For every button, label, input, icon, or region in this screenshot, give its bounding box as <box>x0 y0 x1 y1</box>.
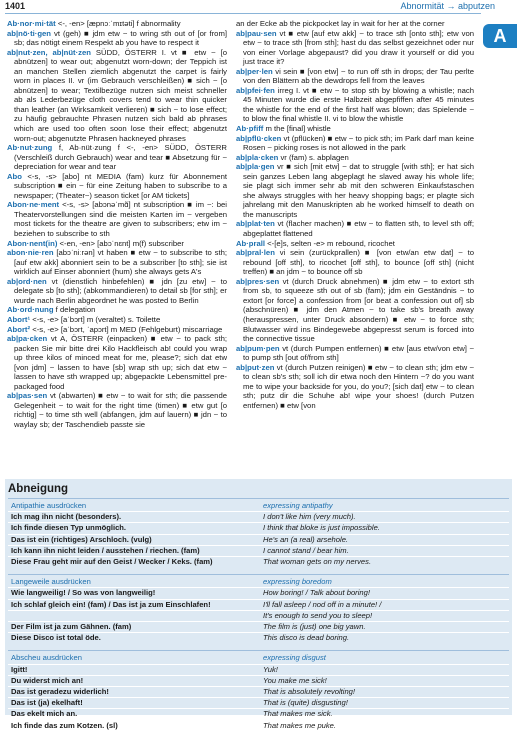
headword: Abo <box>7 171 22 181</box>
dictionary-entry <box>236 248 474 277</box>
phrase-de: Diese Frau geht mir auf den Geist / Wecker / Keks. (fam) <box>11 557 213 566</box>
headword: ab|pau·sen <box>236 28 277 38</box>
entry-text: <-, -en> [æpnɔːˈmɪtəti] f abnormality <box>55 19 181 28</box>
entry-text: m the [final] whistle <box>263 124 331 134</box>
row-divider <box>8 697 509 698</box>
dictionary-entry <box>7 334 227 391</box>
headword: ab|pla·gen <box>236 162 275 172</box>
entry-text: [abɔˈniːrən] vt haben ■ etw ~ to subscribe to sth; [auf etw akk] abonniert sein to be a subscriber [to sth]; sie ist wirklich auf Einser abonniert (hum) she always gets A's <box>14 248 227 277</box>
entry-text: vt (abwarten) ■ etw ~ to wait for sth; die passende Gelegenheit ~ to wait for the right time (timen) ■ etw gut [o richtig] ~ to time sth well (abfangen, jdm auf lauern) ■ jdn ~ to waylay sb; der Taschendieb passte sie <box>14 391 227 429</box>
headword: Ab·nor·mi·tät <box>7 19 56 28</box>
phrase-de: Du widerst mich an! <box>11 675 84 685</box>
entry-text: vt (pflücken) ■ etw ~ to pick sth; im Park darf man keine Rosen ~ picking roses is not allowed in the park <box>243 133 474 153</box>
headword: ab|pas·sen <box>7 391 48 401</box>
entry-text: vt (durch Putzen reinigen) ■ etw ~ to clean sth; jdm etw ~ to clean sb's sth; soll ich dir etwa noch den Hintern ~? do you want me to wipe your backside for you, do you?; [sich dat] etw ~ to clean sth; putz dir die Schuhe ab! wipe your shoes! (durch Putzen entfernen) ■ etw [von <box>243 362 474 410</box>
phrase-en: That makes me puke. <box>263 720 337 730</box>
row-divider <box>8 610 509 611</box>
phrase-de: Der Film ist ja zum Gähnen. (fam) <box>11 621 132 631</box>
entry-text: vi sein ■ [von etw] ~ to run off sth in drops; der Tau perlte von den Blättern ab the dewdrops fell from the leaves <box>243 66 474 86</box>
phrase-en: I don't like him (very much). <box>263 512 356 522</box>
dictionary-entry <box>236 162 474 219</box>
phrase-de: Das ist ein (richtiges) Arschloch. (vulg) <box>11 534 152 544</box>
section-divider <box>8 498 509 499</box>
headword: ab|pral·len <box>236 248 275 258</box>
usage-box-title: Abneigung <box>8 483 69 495</box>
dictionary-entry <box>236 277 474 344</box>
phrase-de: Wie langweilig! / So was von langweilig! <box>11 588 156 598</box>
phrase-de: Das ist (ja) ekelhaft! <box>11 698 83 708</box>
dictionary-entry <box>7 19 227 29</box>
dictionary-entry <box>7 200 227 238</box>
headword: Abort² <box>7 324 31 334</box>
left-column <box>7 19 227 474</box>
section-divider <box>8 574 509 575</box>
dictionary-entry <box>236 67 474 86</box>
dictionary-entry <box>7 239 227 249</box>
entry-text: vt (dienstlich hinbefehlen) ■ jdn [zu etw] ~ to delegate sb [to sth]; (abkommandieren) to detail sb [for sth]; er wurde nach Berlin abgeordnet he was posted to Berlin <box>14 276 227 305</box>
dictionary-entry <box>7 143 227 172</box>
phrase-de: Ich mag ihn nicht (besonders). <box>11 512 122 522</box>
phrase-de: Das ist geradezu widerlich! <box>11 686 109 696</box>
row-divider <box>8 664 509 665</box>
phrase-en: The film is (just) one big yawn. <box>263 621 366 631</box>
entry-text: vt A, ÖSTERR (einpacken) ■ etw ~ to pack sth; packen Sie mir bitte drei Kilo Hackfleisch ab! could you wrap up three kilos of minced meat for me, please?; sich dat etw [von jdm] ~ lassen to have [sb] wrap sth up; sich dat etw ~ lassen to have sth wrapped up; abgepackte Lebensmittel pre-packaged food <box>14 334 227 391</box>
phrase-en: He's an (a real) arsehole. <box>263 534 349 544</box>
dictionary-entry <box>7 391 227 429</box>
entry-text: SÜDD, ÖSTERR I. vt ■ etw ~ [o abnützen] to wear out; abgenutzt worn-down; der Teppich ist an manchen Stellen ziemlich abgenutzt the carpet is fairly worn in places II. vr (im Gebrauch verschleißen) ■ sich ~ [o abnützen] to wear; Textilbezüge nutzen sich meist schneller ab als Lederbezüge cloth covers tend to wear thin quicker than leather (an Wirksamkeit verlieren) ■ sich ~ to lose effect; zu häufig gebrauchte Phrasen nutzen sich bald ab phrases which are used too often soon lose their effect; abgenutzt worn-out; abgenutzte Phrasen hackneyed phrases <box>14 47 227 143</box>
headword: ab|pa·cken <box>7 334 48 344</box>
headword: ab|pum·pen <box>236 343 280 353</box>
dictionary-entry <box>236 363 474 411</box>
headword: Ab·prall <box>236 238 266 248</box>
phrase-de: Ich finde diesen Typ unmöglich. <box>11 523 127 533</box>
phrase-en: Yuk! <box>263 664 278 674</box>
section-heading-de: Langeweile ausdrücken <box>11 577 91 587</box>
dictionary-entry <box>7 305 227 315</box>
headword: ab|pla·cken <box>236 152 279 162</box>
entry-text: <-s, -s> [abɔnəˈmɑ̃] nt subscription ■ im ~: bei Theatervorstellungen sind die meisten Karten im ~ vergeben most tickets for the theatre are given to subscribers; etw im ~ beziehen to subscribe to sth <box>14 200 227 239</box>
header-rule <box>5 13 481 14</box>
entry-text: vi sein (zurückprallen) ■ [von etw/an etw dat] ~ to rebound [off sth], to ricochet [off sth], to bounce [off sth] (nicht treffen) ■ an jdm ~ to bounce off sb <box>243 248 474 277</box>
entry-text: vt (flacher machen) ■ etw ~ to flatten sth, to level sth off; abgeplattet flattened <box>243 219 474 239</box>
phrase-en: I think that bloke is just impossible. <box>263 523 380 533</box>
dictionary-entry <box>236 19 474 29</box>
dictionary-entry <box>236 153 474 163</box>
phrase-de: Ich finde das zum Kotzen. (sl) <box>11 720 118 730</box>
dictionary-entry <box>7 325 227 335</box>
phrase-en: That woman gets on my nerves. <box>263 557 372 566</box>
section-divider <box>8 650 509 651</box>
phrase-de: Das ekelt mich an. <box>11 709 78 719</box>
entry-text: <-en, -en> [abɔˈnɛnt] m(f) subscriber <box>57 238 184 248</box>
headword: ab|pres·sen <box>236 276 280 286</box>
headword: Abort¹ <box>7 314 31 324</box>
entry-text: vt (geh) ■ jdm etw ~ to wring sth out of [or from] sb; das nötigt einem Respekt ab you have to respect it <box>14 28 227 48</box>
headword: ab|per·len <box>236 66 273 76</box>
page-header <box>0 0 517 14</box>
dictionary-entry <box>7 48 227 143</box>
dictionary-entry <box>7 315 227 325</box>
entry-text: irreg I. vt ■ etw ~ to stop sth by blowing a whistle; nach 45 Minuten wurde die erste Halbzeit abgepfiffen after 45 minutes the whistle for the end of the first half was blown; das Spielende ~ to blow the final whistle II. vi to blow the whistle <box>243 85 474 124</box>
phrase-de: Igitt! <box>11 664 28 674</box>
phrase-en: I'll fall asleep / nod off in a minute! / <box>263 599 382 609</box>
phrase-en: How boring! / Talk about boring! <box>263 588 370 598</box>
headword: ab|nö·ti·gen <box>7 28 51 38</box>
section-heading-de: Antipathie ausdrücken <box>11 501 87 510</box>
headword: ab|pflü·cken <box>236 133 282 143</box>
dictionary-entry <box>236 134 474 153</box>
section-heading-en: expressing boredom <box>263 577 332 587</box>
phrase-de: Ich kann ihn nicht leiden / ausstehen / riechen. (fam) <box>11 545 200 555</box>
headword: ab|pfei·fen <box>236 85 275 95</box>
dictionary-entry <box>7 172 227 201</box>
thumb-index-tab[interactable]: A <box>483 24 517 48</box>
dictionary-entry <box>236 219 474 238</box>
dictionary-entry <box>7 248 227 277</box>
phrase-en: That is absolutely revolting! <box>263 686 356 696</box>
phrase-en: I cannot stand / bear him. <box>263 545 349 555</box>
entry-text: f, Ab·nüt·zung f <-, -en> SÜDD, ÖSTERR (Verschleiß durch Gebrauch) wear and tear ■ Absetzung für ~ depreciation for wear and tear <box>14 143 227 172</box>
entry-text: vr ■ sich [mit etw] ~ dat to struggle [with sth]; er hat sich sein ganzes Leben lang abgeplagt he slaved away his whole life; sie plagt sich immer sehr ab mit den schweren Einkaufstaschen she always struggles with her heavy shopping bags; er plagte sich jahrelang mit den Manuskripten ab he worked himself to death on the manuscripts <box>243 162 474 219</box>
headword: Abon·nent(in) <box>7 238 58 248</box>
dictionary-entry <box>236 124 474 134</box>
phrase-de: Ich schlaf gleich ein! (fam) / Das ist ja zum Einschlafen! <box>11 599 211 609</box>
headword: ab|nut·zen, ab|nüt·zen <box>7 47 91 57</box>
headword: Ab·pfiff <box>236 124 264 134</box>
phrase-en: It's enough to send you to sleep! <box>263 610 373 620</box>
entry-text: <-s, -e> [aˈbɔrt] m (veraltet) s. Toilette <box>30 314 161 324</box>
headword: ab|ord·nen <box>7 276 47 286</box>
entry-text: an der Ecke ab the pickpocket lay in wait for her at the corner <box>236 19 445 28</box>
section-heading-en: expressing antipathy <box>263 501 333 510</box>
row-divider <box>8 708 509 709</box>
section-heading-en: expressing disgust <box>263 653 326 663</box>
dictionary-entry <box>7 277 227 306</box>
dictionary-entry <box>236 29 474 67</box>
dictionary-entry <box>236 344 474 363</box>
headword: Ab·ord·nung <box>7 305 54 315</box>
entry-text: <-[e]s, selten -e> m rebound, ricochet <box>265 238 395 248</box>
headword: ab|plat·ten <box>236 219 275 229</box>
dictionary-entry <box>236 239 474 249</box>
phrase-en: That makes me sick. <box>263 709 333 719</box>
running-head: Abnormität → abputzen <box>400 1 495 11</box>
phrase-en: You make me sick! <box>263 675 327 685</box>
entry-text: vt (durch Pumpen entfernen) ■ etw [aus etw/von etw] ~ to pump sth [out of/from sth] <box>243 343 474 363</box>
entry-text: <-s, -e> [aˈbɔrt, ˈapɔrt] m MED (Fehlgeburt) miscarriage <box>30 324 223 334</box>
page-number: 1401 <box>5 1 26 11</box>
entry-text: vt (durch Druck abnehmen) ■ jdm etw ~ to extort sth from sb, to squeeze sth out of sb (fam); jdm ein Geständnis ~ to extort [or force] a confession from [or beat a confession out of] sb (abschnüren) ■ jdm den Atmen ~ to take sb's breath away (herauspressen, unter Druck absondern) ■ etw ~ to force sth; Blutwasser wird ins Bindegewebe abgepresst serum is forced into the connective tissue <box>243 276 474 344</box>
section-heading-de: Abscheu ausdrücken <box>11 653 82 663</box>
phrase-en: This disco is dead boring. <box>263 633 350 643</box>
headword: Ab·nut·zung <box>7 143 53 153</box>
phrase-de: Diese Disco ist total öde. <box>11 633 101 643</box>
usage-box <box>5 479 512 730</box>
entry-text: vt ■ etw [auf etw akk] ~ to trace sth [onto sth]; etw von etw ~ to trace sth [from sth]; hast du das selbst gezeichnet oder nur von einer Vorlage abgepaust? did you draw it yourself or did you just trace it? <box>243 28 474 67</box>
entry-text: f delegation <box>53 305 96 315</box>
entry-text: vr (fam) s. abplagen <box>278 152 349 162</box>
right-column <box>236 19 474 474</box>
headword: ab|put·zen <box>236 362 275 372</box>
headword: Abon·ne·ment <box>7 200 60 210</box>
headword: abon·nie·ren <box>7 248 54 258</box>
dictionary-entry <box>236 86 474 124</box>
phrase-en: That is (quite) disgusting! <box>263 698 348 708</box>
dictionary-entry <box>7 29 227 48</box>
entry-text: <-s, -s> [abo] nt MEDIA (fam) kurz für Abonnement subscription ■ ein ~ für eine Zeitung haben to subscribe to a newspaper; (Theater~) season ticket [or AM tickets] <box>14 171 227 200</box>
